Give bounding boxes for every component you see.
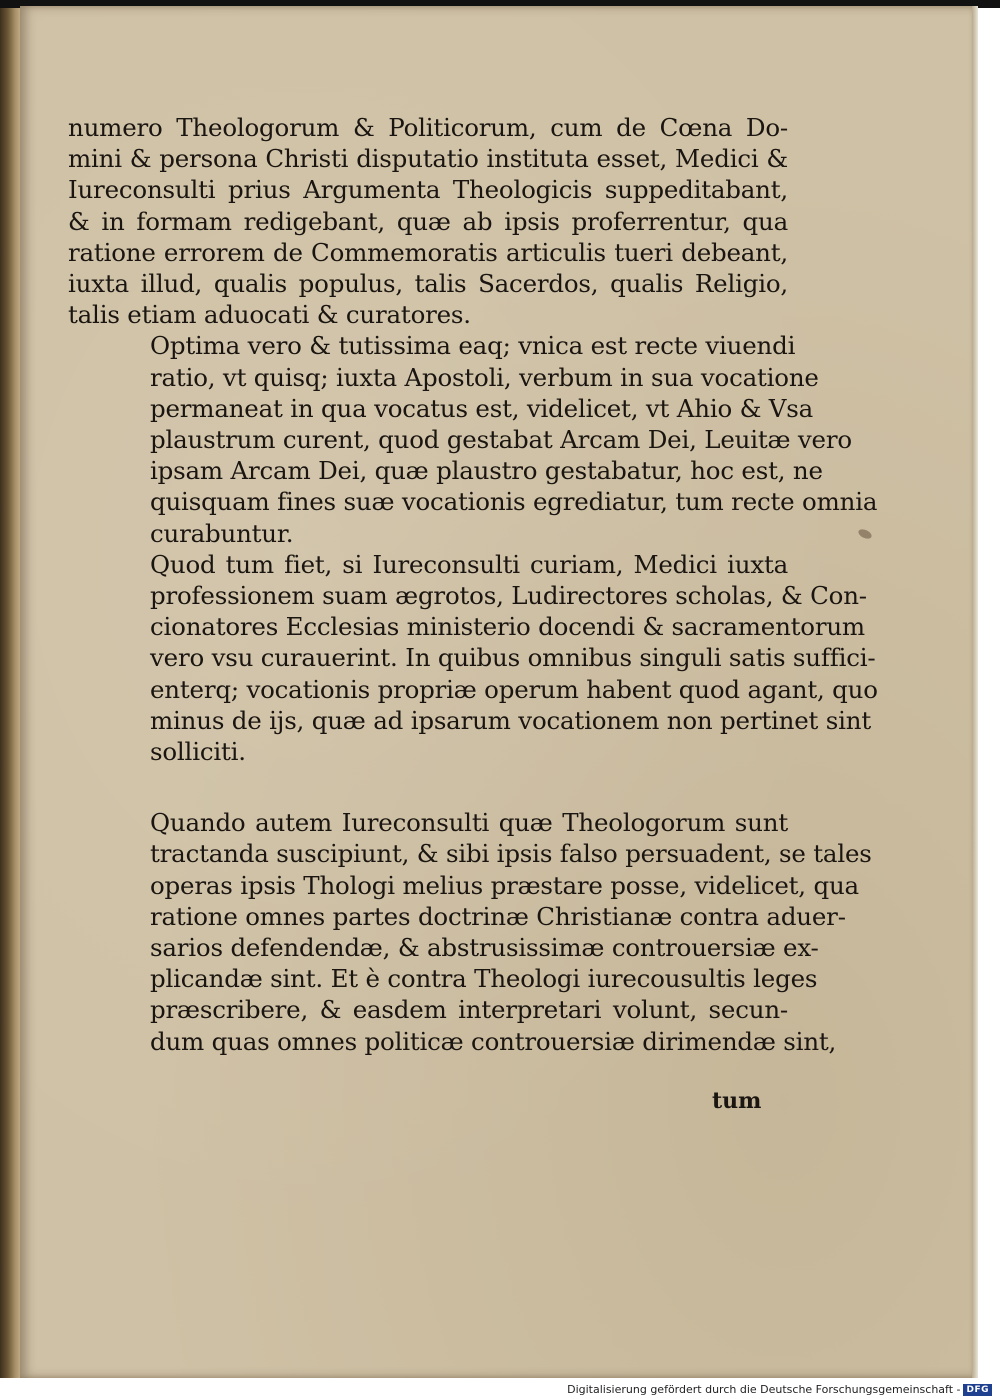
catchword: tum (712, 1088, 762, 1114)
text-line: iuxta illud, qualis populus, talis Sacerdos, qualis Religio, (68, 269, 788, 299)
text-line: professionem suam ægrotos, Ludirectores scholas, & Con- (150, 581, 867, 611)
text-line: operas ipsis Thologi melius præstare posse, videlicet, qua (150, 870, 859, 900)
text-line: enterq; vocationis propriæ operum habent quod agant, quo (150, 674, 878, 704)
text-line: tractanda suscipiunt, & sibi ipsis falso persuadent, se tales (150, 839, 872, 869)
text-line: curabuntur. (150, 518, 294, 548)
text-line: numero Theologorum & Politicorum, cum de Cœna Do- (68, 113, 788, 142)
text-line: plicandæ sint. Et è contra Theologi iurecousultis leges (150, 964, 818, 994)
text-line: ratio, vt quisq; iuxta Apostoli, verbum in sua vocatione (150, 362, 819, 392)
page-edge (972, 6, 978, 1378)
text-line: ipsam Arcam Dei, quæ plaustro gestabatur, hoc est, ne (150, 456, 823, 486)
paragraph (68, 112, 788, 330)
text-line: Iureconsulti prius Argumenta Theologicis suppeditabant, (68, 175, 788, 205)
text-line: plaustrum curent, quod gestabat Arcam Dei, Leuitæ vero (150, 425, 852, 455)
digitization-footer (567, 1383, 992, 1396)
text-line: mini & persona Christi disputatio instituta esset, Medici & (68, 144, 788, 174)
text-line: Optima vero & tutissima eaq; vnica est recte viuendi (150, 331, 796, 361)
text-line: ratione errorem de Commemoratis articulis tueri debeant, (68, 237, 788, 267)
text-line: ratione omnes partes doctrinæ Christianæ contra aduer- (150, 901, 846, 931)
text-line: & in formam redigebant, quæ ab ipsis proferrentur, qua (68, 206, 788, 236)
text-line: Quando autem Iureconsulti quæ Theologorum sunt (150, 808, 788, 838)
text-line: permaneat in qua vocatus est, videlicet, vt Ahio & Vsa (150, 393, 814, 423)
text-line: Quod tum fiet, si Iureconsulti curiam, Medici iuxta (150, 549, 788, 579)
footer-credit-text: Digitalisierung gefördert durch die Deutsche Forschungsgemeinschaft - (567, 1383, 961, 1396)
text-line: minus de ijs, quæ ad ipsarum vocationem non pertinet sint (150, 705, 871, 735)
text-line: talis etiam aduocati & curatores. (68, 300, 471, 330)
paragraph (68, 330, 878, 548)
paragraph (68, 549, 878, 767)
text-line: sarios defendendæ, & abstrusissimæ controuersiæ ex- (150, 933, 819, 963)
paragraph (68, 807, 872, 1057)
page-body-text (68, 112, 878, 1057)
text-line: præscribere, & easdem interpretari volunt, secun- (150, 995, 788, 1025)
book-spine (0, 8, 22, 1378)
text-line: cionatores Ecclesias ministerio docendi & sacramentorum (150, 612, 865, 642)
text-line: quisquam fines suæ vocationis egrediatur, tum recte omnia (150, 487, 878, 517)
text-line: vero vsu curauerint. In quibus omnibus singuli satis suffici- (150, 643, 876, 673)
text-line: solliciti. (150, 737, 246, 767)
text-line: dum quas omnes politicæ controuersiæ dirimendæ sint, (150, 1026, 837, 1056)
dfg-logo-icon: DFG (963, 1384, 992, 1396)
